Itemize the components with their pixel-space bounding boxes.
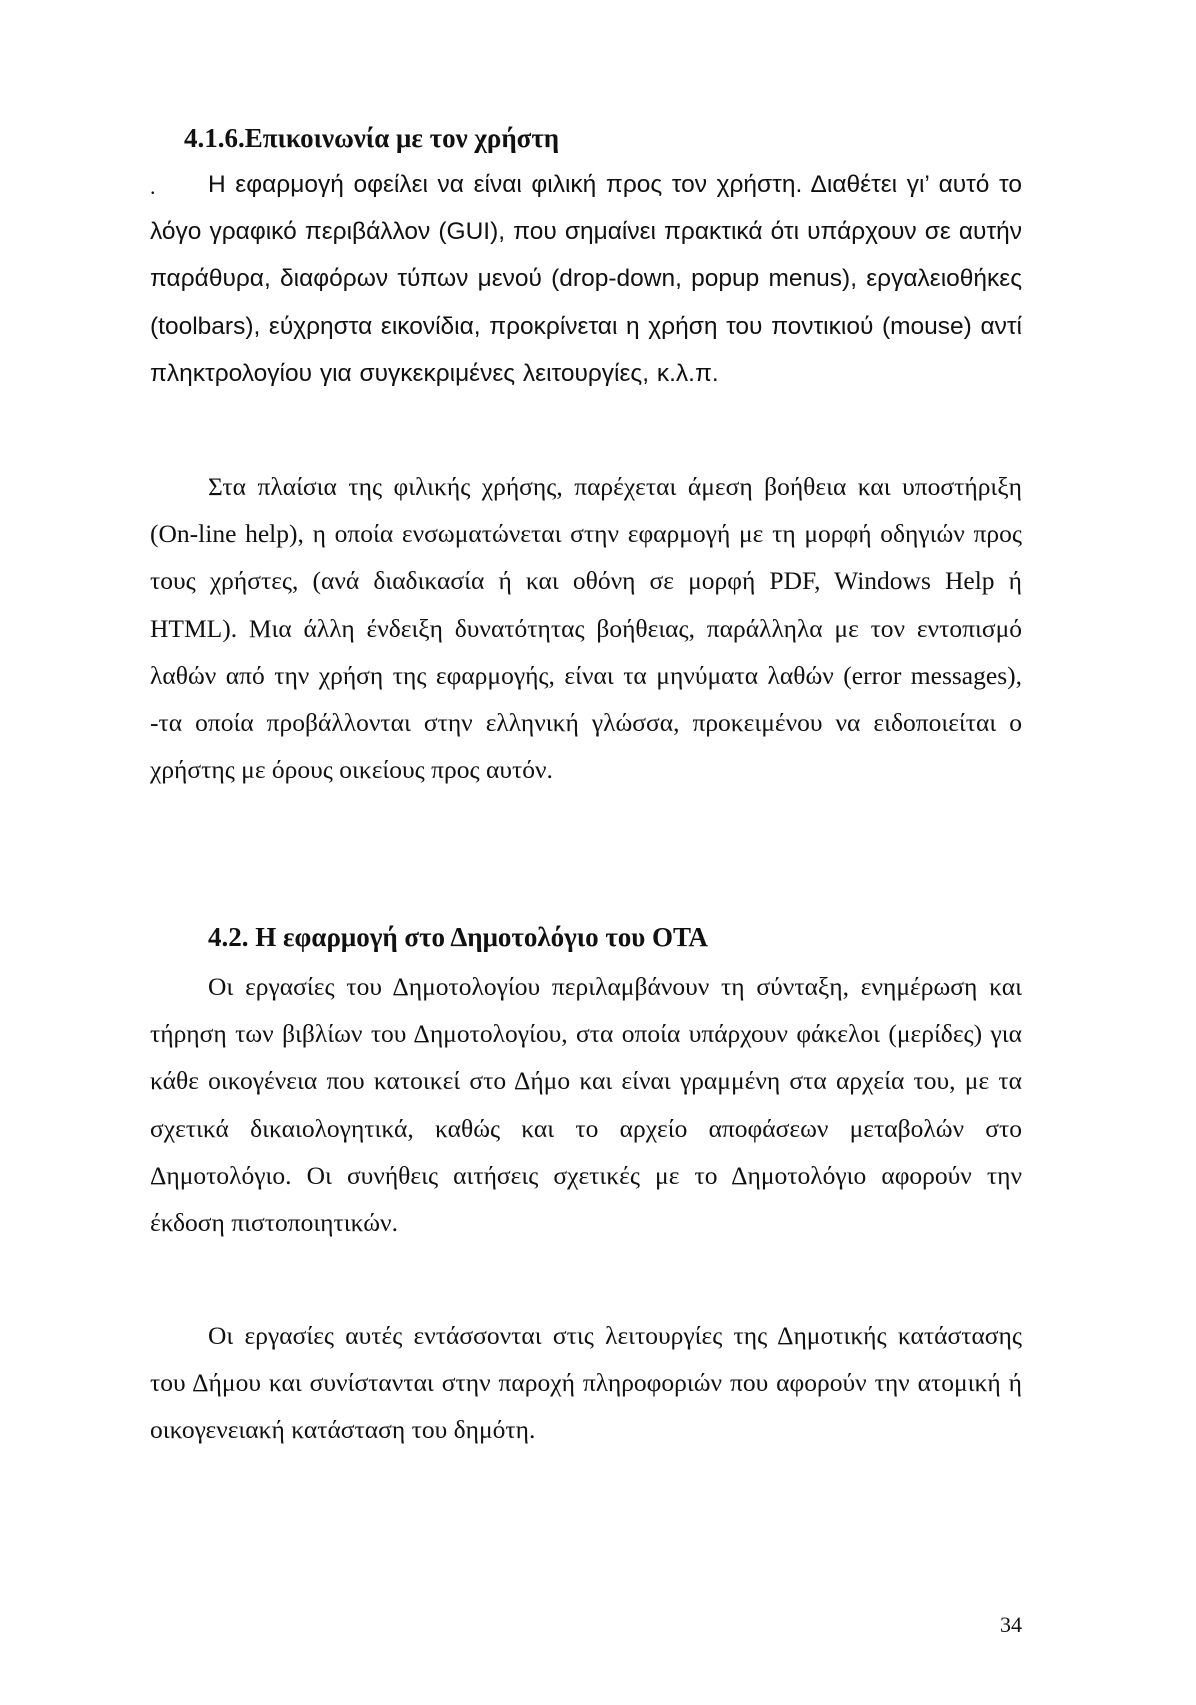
paragraph-municipal-registry-tasks: Οι εργασίες του Δημοτολογίου περιλαμβάνουν τη σύνταξη, ενημέρωση και τήρηση των βιβλίων του Δημοτολογίου, στα οποία υπάρχουν φάκελοι (μερίδες) για κάθε οικογένεια που κατοικεί στο Δήμο και είναι γραμμένη στα αρχεία του, με τα σχετικά δικαιολογητικά, καθώς και το αρχείο αποφάσεων μεταβολών στο Δημοτολόγιο. Οι συνήθεις αιτήσεις σχετικές με το Δημοτολόγιο αφορούν την έκδοση πιστοποιητικών. (150, 972, 1022, 1238)
paragraph-municipal-status-functions: Οι εργασίες αυτές εντάσσονται στις λειτουργίες της Δημοτικής κατάστασης του Δήμου και συνίστανται στην παροχή πληροφοριών που αφορούν την ατομική ή οικογενειακή κατάσταση του δημότη. (150, 1321, 1022, 1445)
paragraph-gui-description: Η εφαρμογή οφείλει να είναι φιλική προς τον χρήστη. Διαθέτει γι’ αυτό το λόγο γραφικό περιβάλλον (GUI), που σημαίνει πρακτικά ότι υπάρχουν σε αυτήν παράθυρα, διαφόρων τύπων μενού (drop-down, popup menus), εργαλειοθήκες (toolbars), εύχρηστα εικονίδια, προκρίνεται η χρήση του ποντικιού (mouse) αντί πληκτρολογίου για συγκεκριμένες λειτουργίες, κ.λ.π. (150, 171, 1022, 387)
bullet-marker: . (150, 174, 156, 199)
section-heading-4-2: 4.2. Η εφαρμογή στο Δημοτολόγιο του ΟΤΑ (208, 922, 708, 952)
page-number: 34 (1000, 1612, 1022, 1637)
paragraph-online-help: Στα πλαίσια της φιλικής χρήσης, παρέχεται άμεση βοήθεια και υποστήριξη (On-line help), η οποία ενσωματώνεται στην εφαρμογή με τη μορφή οδηγιών προς τους χρήστες, (ανά διαδικασία ή και οθόνη σε μορφή PDF, Windows Help ή HTML). Μια άλλη ένδειξη δυνατότητας βοήθειας, παράλληλα με τον εντοπισμό λαθών από την χρήση της εφαρμογής, είναι τα μηνύματα λαθών (error messages), -τα οποία προβάλλονται στην ελληνική γλώσσα, προκειμένου να ειδοποιείται ο χρήστης με όρους οικείους προς αυτόν. (150, 472, 1022, 785)
section-heading-4-1-6: 4.1.6.Επικοινωνία με τον χρήστη (184, 123, 560, 153)
